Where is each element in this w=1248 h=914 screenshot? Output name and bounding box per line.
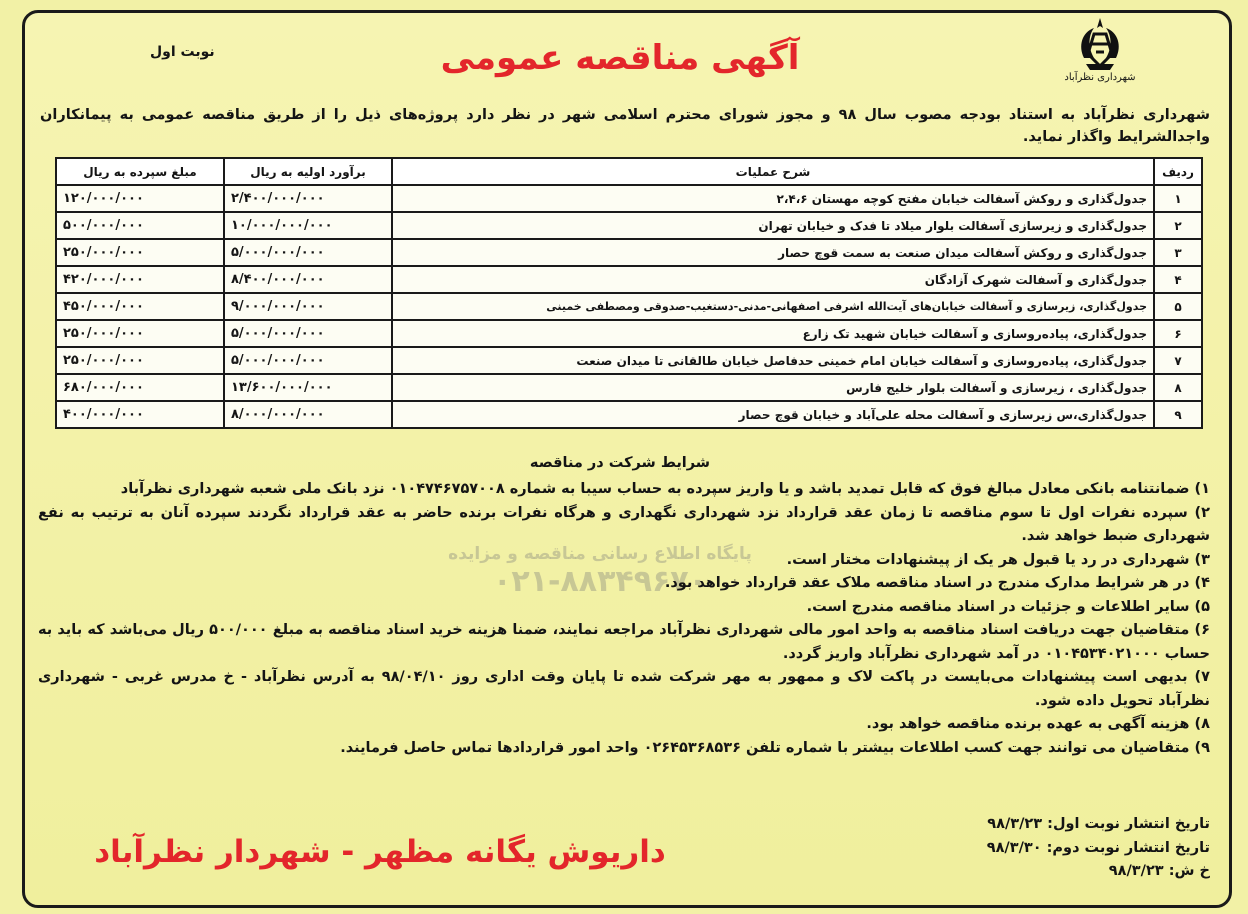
signature: داریوش یگانه مظهر - شهردار نظرآباد	[94, 834, 666, 870]
header-description: شرح عملیات	[392, 158, 1154, 185]
row-deposit: ۴۵۰/۰۰۰/۰۰۰	[56, 293, 224, 320]
table-row	[56, 185, 1202, 212]
row-deposit: ۶۸۰/۰۰۰/۰۰۰	[56, 374, 224, 401]
row-deposit: ۲۵۰/۰۰۰/۰۰۰	[56, 320, 224, 347]
row-estimate: ۱۳/۶۰۰/۰۰۰/۰۰۰	[224, 374, 392, 401]
condition-item: ۷) بدیهی است پیشنهادات می‌بایست در پاکت لاک و ممهور به مهر شرکت شده تا پایان وقت اداری روز ۹۸/۰۴/۱۰ به آدرس نظرآباد - خ مدرس غربی - شهرداری نظرآباد تحویل داده شود.	[38, 669, 1211, 709]
condition-item: ۴) در هر شرایط مدارک مندرج در اسناد مناقصه ملاک عقد قرارداد خواهد بود.	[664, 575, 1210, 591]
watermark-phone: ۰۲۱-۸۸۳۴۹۶۷۰	[493, 564, 707, 599]
row-estimate: ۸/۰۰۰/۰۰۰/۰۰۰	[224, 401, 392, 428]
header-row-number: ردیف	[1154, 158, 1202, 185]
row-description: جدول‌گذاری،س زیرسازی و آسفالت محله علی‌آباد و خیابان قوچ حصار	[392, 401, 1154, 428]
row-number: ۲	[1154, 212, 1202, 239]
condition-item: ۸) هزینه آگهی به عهده برنده مناقصه خواهد بود.	[866, 716, 1210, 732]
row-description: جدول‌گذاری، زیرسازی و آسفالت خیابان‌های آیت‌الله اشرفی اصفهانی-مدنی-دستغیب-صدوقی ومصطفی خمینی	[392, 293, 1154, 320]
row-deposit: ۵۰۰/۰۰۰/۰۰۰	[56, 212, 224, 239]
row-description: جدول‌گذاری، پیاده‌روسازی و آسفالت خیابان امام خمینی حدفاصل خیابان طالقانی تا میدان صنعت	[392, 347, 1154, 374]
condition-item: ۵) سایر اطلاعات و جزئیات در اسناد مناقصه مندرج است.	[806, 598, 1210, 615]
row-number: ۵	[1154, 293, 1202, 320]
row-deposit: ۲۵۰/۰۰۰/۰۰۰	[56, 347, 224, 374]
emblem-icon	[1072, 14, 1128, 74]
row-estimate: ۲/۴۰۰/۰۰۰/۰۰۰	[224, 185, 392, 212]
logo-caption: شهرداری نظرآباد	[1064, 72, 1136, 83]
condition-item: ۱) ضمانتنامه بانکی معادل مبالغ فوق که قابل تمدید باشد و یا واریز سپرده به حساب سیبا به شماره ۰۱۰۴۷۴۶۷۵۷۰۰۸ نزد بانک ملی شعبه شهرداری نظرآباد	[120, 481, 1210, 497]
condition-item: ۲) سپرده نفرات اول تا سوم مناقصه تا زمان عقد قرارداد نزد شهرداری نگهداری و هرگاه نفرات برنده حاضر به عقد قرارداد نگردند سپرده آنان به ترتیب به نفع شهرداری ضبط خواهد شد.	[38, 504, 1210, 544]
row-estimate: ۹/۰۰۰/۰۰۰/۰۰۰	[224, 293, 392, 320]
row-deposit: ۱۲۰/۰۰۰/۰۰۰	[56, 185, 224, 212]
watermark-text: پایگاه اطلاع رسانی مناقصه و مزایده	[448, 544, 752, 564]
row-estimate: ۵/۰۰۰/۰۰۰/۰۰۰	[224, 320, 392, 347]
row-estimate: ۱۰/۰۰۰/۰۰۰/۰۰۰	[224, 212, 392, 239]
row-estimate: ۸/۴۰۰/۰۰۰/۰۰۰	[224, 266, 392, 293]
row-number: ۱	[1154, 185, 1202, 212]
table-header-row	[56, 158, 1202, 185]
conditions-list	[38, 478, 1210, 760]
table-row	[56, 374, 1202, 401]
row-number: ۶	[1154, 320, 1202, 347]
row-number: ۸	[1154, 374, 1202, 401]
row-description: جدول‌گذاری ، زیرسازی و آسفالت بلوار خلیج فارس	[392, 374, 1154, 401]
row-deposit: ۲۵۰/۰۰۰/۰۰۰	[56, 239, 224, 266]
municipality-logo	[1072, 14, 1128, 80]
header-deposit: مبلغ سپرده به ریال	[56, 158, 224, 185]
table-row	[56, 293, 1202, 320]
condition-item: ۶) متقاضیان جهت دریافت اسناد مناقصه به واحد امور مالی شهرداری نظرآباد مراجعه نمایند، ضمنا هزینه خرید اسناد مناقصه به مبلغ ۵۰۰/۰۰۰ ریال می‌باشد که باید به حساب ۰۱۰۴۵۳۴۰۲۱۰۰۰ در آمد شهرداری نظرآباد واریز گردد.	[38, 622, 1210, 662]
header-estimate: برآورد اولیه به ریال	[224, 158, 392, 185]
row-description: جدول‌گذاری و آسفالت شهرک آزادگان	[392, 266, 1154, 293]
row-estimate: ۵/۰۰۰/۰۰۰/۰۰۰	[224, 239, 392, 266]
row-deposit: ۴۰۰/۰۰۰/۰۰۰	[56, 401, 224, 428]
publication-round: نوبت اول	[150, 44, 215, 60]
condition-item: ۳) شهرداری در رد یا قبول هر یک از پیشنهادات مختار است.	[786, 551, 1210, 568]
notice-code: خ ش: ۹۸/۳/۲۳	[1108, 863, 1210, 879]
publication-dates	[900, 813, 1210, 884]
row-number: ۹	[1154, 401, 1202, 428]
row-deposit: ۴۲۰/۰۰۰/۰۰۰	[56, 266, 224, 293]
projects-table	[55, 157, 1203, 429]
table-row	[56, 266, 1202, 293]
row-description: جدول‌گذاری و روکش آسفالت میدان صنعت به سمت قوچ حصار	[392, 239, 1154, 266]
condition-item: ۹) متقاضیان می توانند جهت کسب اطلاعات بیشتر با شماره تلفن ۰۲۶۴۵۳۶۸۵۳۶ واحد امور قراردادها تماس حاصل فرمایند.	[340, 739, 1210, 756]
table-row	[56, 239, 1202, 266]
row-estimate: ۵/۰۰۰/۰۰۰/۰۰۰	[224, 347, 392, 374]
row-number: ۳	[1154, 239, 1202, 266]
page-title: آگهی مناقصه عمومی	[440, 38, 800, 78]
row-description: جدول‌گذاری و زیرسازی آسفالت بلوار میلاد تا فدک و خیابان تهران	[392, 212, 1154, 239]
table-row	[56, 401, 1202, 428]
intro-paragraph: شهرداری نظرآباد به استناد بودجه مصوب سال ۹۸ و مجوز شورای محترم اسلامی شهر در نظر دارد پروژه‌های ذیل را از طریق مناقصه عمومی به پیمانکاران واجدالشرایط واگذار نماید.	[40, 107, 1211, 145]
row-description: جدول‌گذاری، پیاده‌روسازی و آسفالت خیابان شهید تک زارع	[392, 320, 1154, 347]
table-row	[56, 212, 1202, 239]
second-publication-date: تاریخ انتشار نوبت دوم: ۹۸/۳/۳۰	[986, 839, 1210, 856]
table-row	[56, 347, 1202, 374]
conditions-heading: شرایط شرکت در مناقصه	[529, 455, 711, 471]
row-number: ۴	[1154, 266, 1202, 293]
row-number: ۷	[1154, 347, 1202, 374]
row-description: جدول‌گذاری و روکش آسفالت خیابان مفتح کوچه مهستان ۲،۴،۶	[392, 185, 1154, 212]
table-row	[56, 320, 1202, 347]
first-publication-date: تاریخ انتشار نوبت اول: ۹۸/۳/۲۳	[987, 816, 1210, 832]
